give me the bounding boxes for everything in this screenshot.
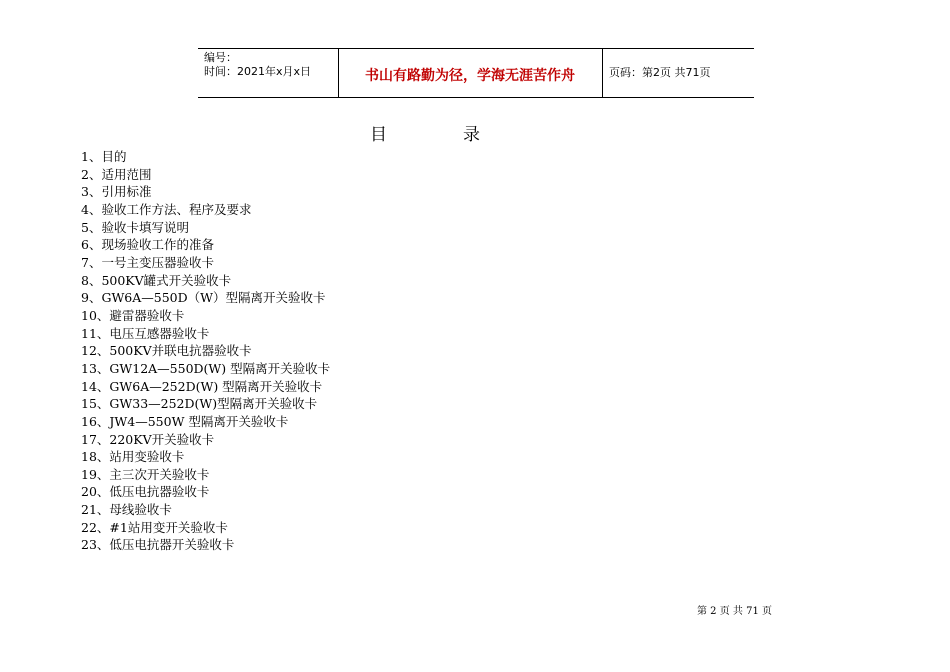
toc-item: 16、JW4—550W 型隔离开关验收卡 [81, 413, 289, 429]
toc-item: 3、引用标准 [81, 184, 152, 200]
toc-item: 4、验收工作方法、程序及要求 [81, 201, 252, 217]
motto-text: 书山有路勤为径，学海无涯苦作舟 [365, 68, 575, 84]
toc-title-char-1: 目 [370, 125, 387, 145]
toc-item: 18、站用变验收卡 [81, 449, 185, 465]
toc-item: 19、主三次开关验收卡 [81, 466, 210, 482]
toc-item: 1、目的 [81, 149, 127, 164]
toc-list [81, 148, 330, 554]
toc-item: 14、GW6A—252D(W) 型隔离开关验收卡 [81, 378, 323, 394]
header-motto-cell [338, 49, 603, 97]
toc-item: 11、电压互感器验收卡 [81, 325, 210, 341]
toc-item: 22、#1站用变开关验收卡 [81, 519, 228, 535]
toc-item: 9、GW6A—550D（W）型隔离开关验收卡 [81, 290, 326, 306]
page-code: 页码：第2页 共71页 [609, 66, 711, 79]
toc-item: 7、一号主变压器验收卡 [81, 254, 214, 270]
page-footer: 第 2 页 共 71 页 [697, 606, 772, 617]
toc-item: 10、避雷器验收卡 [81, 307, 185, 323]
toc-item: 6、现场验收工作的准备 [81, 237, 214, 253]
header-meta-cell [198, 49, 339, 97]
toc-item: 5、验收卡填写说明 [81, 219, 189, 235]
toc-item: 15、GW33—252D(W)型隔离开关验收卡 [81, 396, 318, 412]
time-label: 时间：2021年x月x日 [204, 65, 312, 78]
toc-title-char-2: 录 [463, 125, 480, 145]
toc-item: 12、500KV并联电抗器验收卡 [81, 343, 252, 359]
toc-title [370, 120, 480, 145]
header-page-cell [603, 49, 754, 97]
toc-item: 2、适用范围 [81, 166, 152, 182]
toc-item: 8、500KV罐式开关验收卡 [81, 272, 232, 288]
toc-item: 13、GW12A—550D(W) 型隔离开关验收卡 [81, 360, 331, 376]
number-label: 编号： [204, 51, 237, 64]
toc-item: 21、母线验收卡 [81, 502, 172, 518]
toc-item: 17、220KV开关验收卡 [81, 431, 215, 447]
toc-item: 20、低压电抗器验收卡 [81, 484, 210, 500]
document-header [198, 48, 754, 98]
toc-item: 23、低压电抗器开关验收卡 [81, 537, 235, 553]
